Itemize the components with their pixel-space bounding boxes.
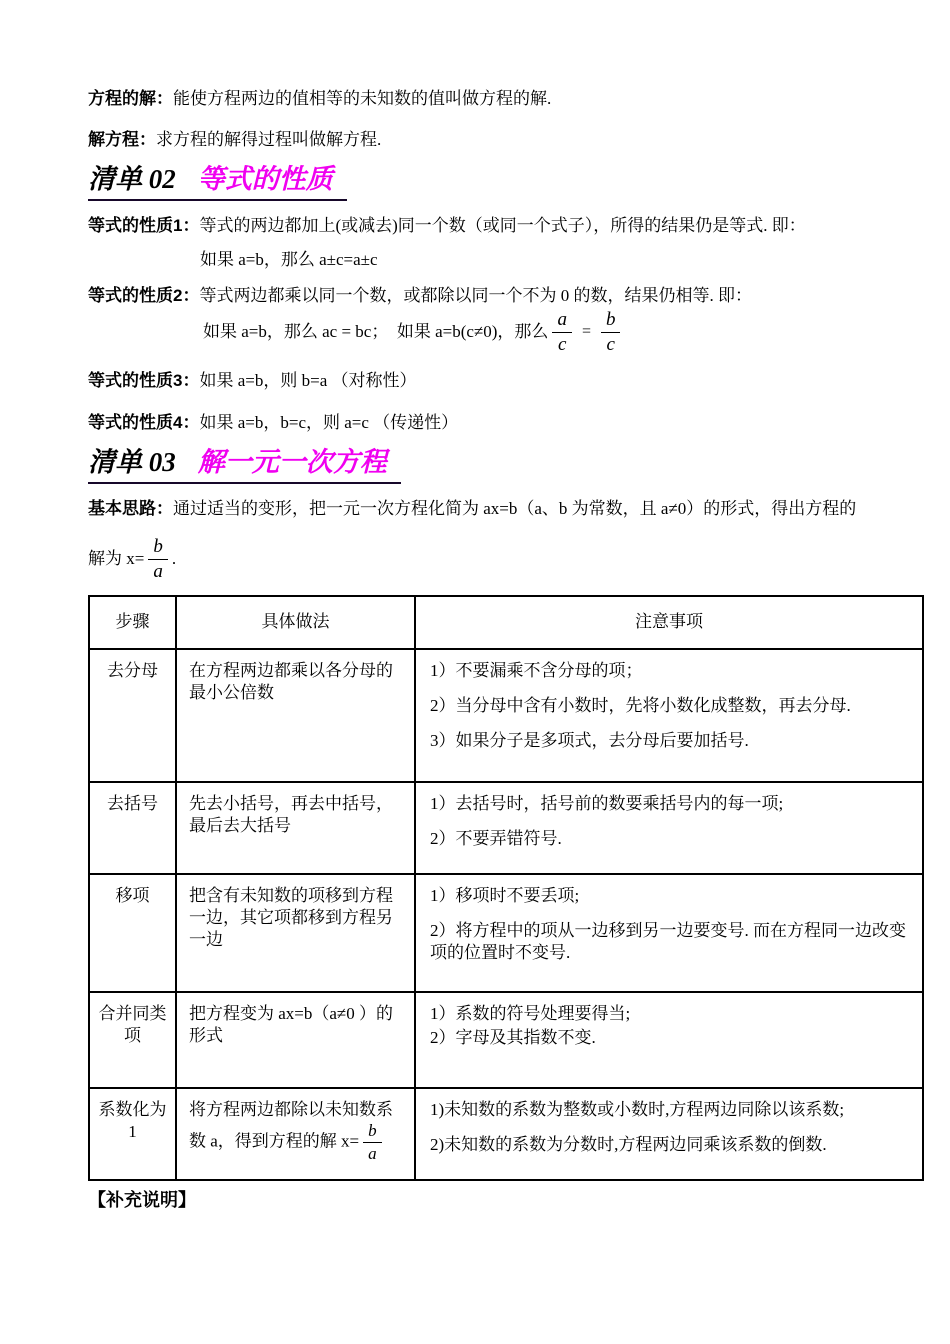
note-item: 1）移项时不要丢项;: [430, 885, 580, 905]
step-notes: [415, 1088, 923, 1180]
step-name: 去分母: [89, 649, 176, 782]
note-item: 1）系数的符号处理要得当;: [430, 1003, 631, 1023]
note-item: 1）去括号时，括号前的数要乘括号内的每一项;: [430, 793, 784, 813]
table-row: [89, 782, 923, 874]
definition-equation-solution: [88, 88, 922, 110]
property-1-formula: 如果 a=b，那么 a±c=a±c: [200, 250, 378, 269]
equals-sign: =: [581, 323, 591, 341]
property-label: 等式的性质2：: [88, 286, 200, 305]
property-2: [88, 285, 922, 307]
note-item: 2）将方程中的项从一边移到另一边要变号. 而在方程同一边改变项的位置时不变号.: [430, 920, 906, 962]
step-method: 把方程变为 ax=b（a≠0 ）的形式: [176, 992, 415, 1088]
heading-list-03: [88, 446, 401, 484]
step-notes: [415, 992, 923, 1088]
note-item: 2）不要弄错符号.: [430, 828, 562, 848]
table-header-row: [89, 596, 923, 649]
property-1: [88, 215, 922, 237]
basic-approach: [88, 498, 922, 520]
table-row: [89, 649, 923, 782]
step-method: 先去小括号，再去中括号，最后去大括号: [176, 782, 415, 874]
step-name: 去括号: [89, 782, 176, 874]
note-item: 2)未知数的系数为分数时,方程两边同乘该系数的倒数.: [430, 1134, 827, 1154]
property-label: 等式的性质1：: [88, 216, 200, 235]
column-header-step: 步骤: [89, 596, 176, 649]
note-item: 3）如果分子是多项式，去分母后要加括号.: [430, 730, 749, 750]
step-method: 在方程两边都乘以各分母的最小公倍数: [176, 649, 415, 782]
definition-label: 解方程：: [88, 130, 156, 149]
heading-title: 解一元一次方程: [197, 446, 387, 477]
basic-approach-text: 通过适当的变形，把一元一次方程化简为 ax=b（a、b 为常数，且 a≠0）的形式，得出方程的: [173, 498, 857, 518]
definition-solving-equation: [88, 129, 922, 151]
property-text: 等式的两边都加上(或减去)同一个数（或同一个式子），所得的结果仍是等式. 即：: [199, 216, 806, 235]
property-text: 如果 a=b，则 b=a （对称性）: [199, 370, 417, 390]
step-notes: [415, 649, 923, 782]
solution-formula: [88, 536, 922, 583]
property-text: 如果 a=b，b=c，则 a=c （传递性）: [199, 412, 459, 432]
solving-steps-table: [88, 595, 924, 1181]
fraction-b-over-a: $\frac{b}{a}$: [148, 536, 168, 583]
property-text: 等式两边都乘以同一个数，或都除以同一个不为 0 的数，结果仍相等. 即：: [199, 286, 752, 305]
step-notes: [415, 874, 923, 992]
solution-prefix: 解为 x=: [88, 549, 145, 569]
solution-suffix: .: [171, 549, 177, 569]
table-row: [89, 874, 923, 992]
fraction-b-over-c: $\frac{b}{c}$: [601, 309, 621, 356]
heading-number: 清单 03: [88, 446, 176, 477]
supplement-note-label: 【补充说明】: [88, 1189, 196, 1210]
column-header-method: 具体做法: [176, 596, 415, 649]
property-4: [88, 412, 922, 434]
step-name: 移项: [89, 874, 176, 992]
note-item: 2）当分母中含有小数时，先将小数化成整数，再去分母.: [430, 695, 851, 715]
definition-label: 方程的解：: [88, 89, 173, 108]
note-item: 2）字母及其指数不变.: [430, 1027, 596, 1047]
property-3: [88, 370, 922, 392]
definition-text: 能使方程两边的值相等的未知数的值叫做方程的解.: [173, 89, 552, 108]
property-2-formula: [203, 309, 922, 356]
note-item: 1）不要漏乘不含分母的项；: [430, 660, 643, 680]
heading-title: 等式的性质: [197, 164, 333, 194]
formula-text: 如果 a=b，那么 ac = bc； 如果 a=b(c≠0)，那么: [203, 322, 549, 342]
basic-approach-label: 基本思路：: [88, 498, 173, 518]
step-notes: [415, 782, 923, 874]
definition-text: 求方程的解得过程叫做解方程.: [156, 130, 382, 149]
table-row: [89, 1088, 923, 1180]
step-name: 合并同类项: [89, 992, 176, 1088]
step-method: 把含有未知数的项移到方程一边，其它项都移到方程另一边: [176, 874, 415, 992]
step-method: [176, 1088, 415, 1180]
table-row: [89, 992, 923, 1088]
note-item: 1)未知数的系数为整数或小数时,方程两边同除以该系数;: [430, 1099, 845, 1119]
heading-list-02: [88, 163, 347, 201]
column-header-notes: 注意事项: [415, 596, 923, 649]
property-label: 等式的性质3：: [88, 370, 200, 390]
step-name: 系数化为1: [89, 1088, 176, 1180]
fraction-a-over-c: $\frac{a}{c}$: [552, 309, 572, 356]
heading-number: 清单 02: [88, 164, 176, 194]
property-label: 等式的性质4：: [88, 412, 200, 432]
step-method-text: 将方程两边都除以未知数系数 a，得到方程的解 x=: [189, 1099, 393, 1150]
fraction-b-over-a: $\frac{b}{a}$: [363, 1121, 382, 1164]
